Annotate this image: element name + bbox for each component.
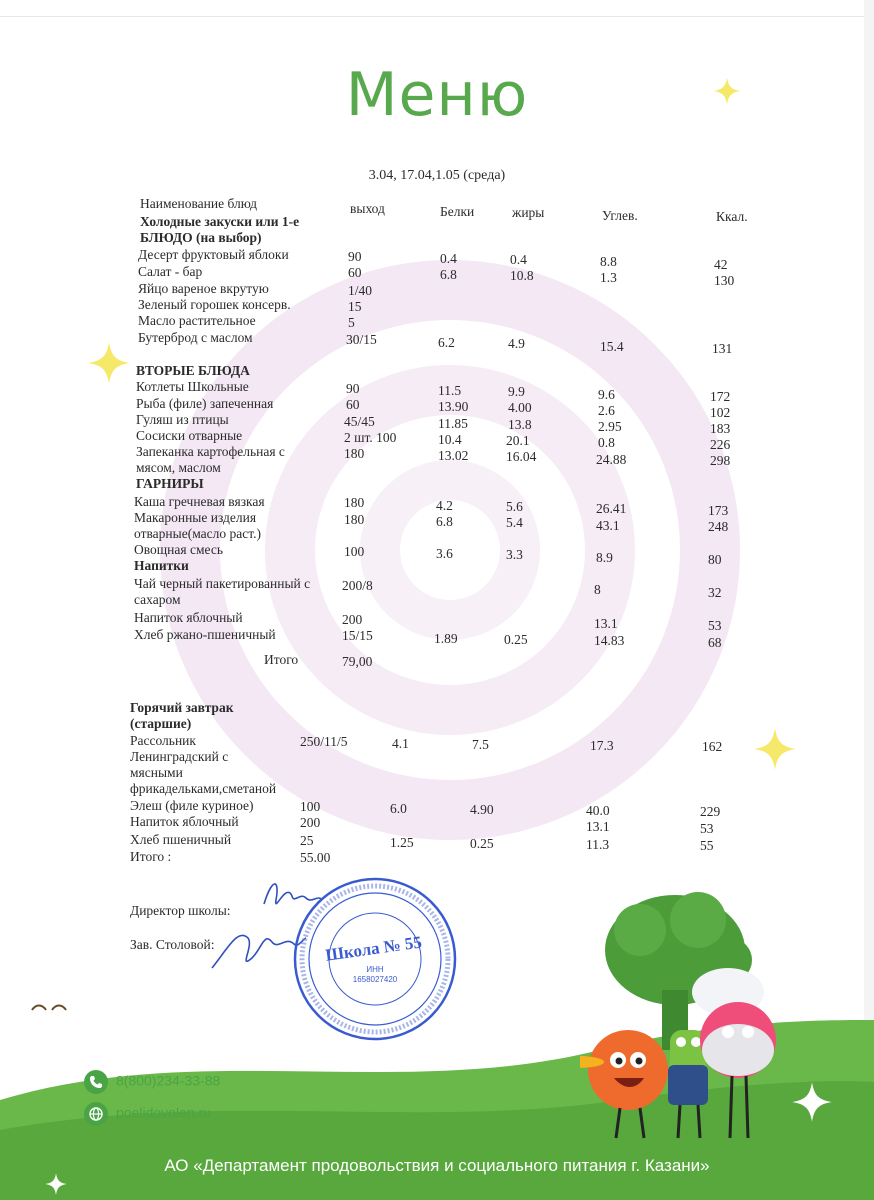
dish-carbs: 8.8: [600, 254, 617, 269]
dish-fat: 4.90: [470, 802, 494, 817]
dish-name: Хлеб пшеничный: [130, 832, 232, 847]
dish-yield: 250/11/5: [300, 734, 348, 749]
dish-name-cont: фрикадельками,сметаной: [130, 781, 277, 796]
menu-date: 3.04, 17.04,1.05 (среда): [368, 168, 506, 183]
dish-name: Напиток яблочный: [134, 610, 243, 625]
dish-name: Напиток яблочный: [130, 814, 239, 829]
dish-name: Овощная смесь: [134, 542, 223, 557]
dish-fat: 4.00: [508, 400, 532, 415]
svg-text:1658027420: 1658027420: [352, 975, 398, 984]
dish-fat: 9.9: [508, 384, 525, 399]
dish-yield: 200/8: [342, 578, 373, 593]
star-icon: [752, 726, 798, 772]
dish-yield: 200: [342, 612, 363, 627]
star-icon: [790, 1080, 834, 1124]
dish-kcal: 53: [700, 821, 714, 836]
dish-yield: 200: [300, 815, 321, 830]
site-url: poelidovolen.ru: [116, 1104, 211, 1121]
dish-name: Рыба (филе) запеченная: [136, 396, 274, 411]
mascots-illustration: [580, 890, 810, 1140]
dish-name-cont: отварные(масло раст.): [134, 526, 261, 541]
star-icon: [86, 340, 132, 386]
breakfast-title: Горячий завтрак: [130, 700, 234, 715]
dish-carbs: 43.1: [596, 518, 620, 533]
dish-yield: 90: [348, 249, 362, 264]
dish-carbs: 17.3: [590, 738, 614, 753]
dish-carbs: 9.6: [598, 387, 615, 402]
dish-protein: 11.85: [438, 416, 468, 431]
breakfast-title: (старшие): [130, 716, 192, 731]
dish-protein: 6.0: [390, 801, 407, 816]
dish-name: Запеканка картофельная с: [136, 444, 285, 459]
header-name: Наименование блюд: [140, 196, 258, 211]
dish-name: Котлеты Школьные: [136, 379, 249, 394]
dish-yield: 180: [344, 495, 365, 510]
dish-yield: 45/45: [344, 414, 375, 429]
dish-fat: 13.8: [508, 417, 532, 432]
header-fat: жиры: [512, 205, 545, 220]
header-kcal: Ккал.: [716, 209, 748, 224]
dish-name: Элеш (филе куриное): [130, 798, 254, 813]
dish-fat: 10.8: [510, 268, 534, 283]
dish-fat: 5.6: [506, 499, 523, 514]
phone-number: 8(800)234-33-88: [116, 1072, 221, 1089]
dish-name: Гуляш из птицы: [136, 412, 229, 427]
dish-yield: 15/15: [342, 628, 373, 643]
dish-name: Чай черный пакетированный с: [134, 576, 311, 591]
dish-yield: 25: [300, 833, 314, 848]
dish-protein: 4.1: [392, 736, 409, 751]
dish-name: Каша гречневая вязкая: [134, 494, 265, 509]
dish-protein: 3.6: [436, 546, 453, 561]
dish-yield: 100: [344, 544, 365, 559]
dish-yield: 15: [348, 299, 362, 314]
dish-name: Салат - бар: [138, 264, 203, 279]
globe-icon: [84, 1102, 108, 1126]
dish-carbs: 1.3: [600, 270, 617, 285]
total-label: Итого :: [130, 849, 172, 864]
dish-fat: 0.25: [470, 836, 494, 851]
dish-kcal: 183: [710, 421, 731, 436]
director-label: Директор школы:: [130, 903, 231, 918]
dish-yield: 90: [346, 381, 360, 396]
dish-name: Зеленый горошек консерв.: [138, 297, 291, 312]
dish-kcal: 131: [712, 341, 733, 356]
dish-name-cont: мясными: [130, 765, 183, 780]
header-yield: выход: [350, 201, 385, 216]
dish-kcal: 68: [708, 635, 722, 650]
phone-contact[interactable]: [84, 1070, 220, 1094]
dish-fat: 5.4: [506, 515, 523, 530]
dish-kcal: 32: [708, 585, 722, 600]
dish-name-cont: Ленинградский с: [130, 749, 229, 764]
dish-kcal: 173: [708, 503, 729, 518]
svg-text:ИНН: ИНН: [366, 965, 384, 974]
dish-name: Десерт фруктовый яблоки: [138, 247, 289, 262]
dish-yield: 180: [344, 512, 365, 527]
dish-kcal: 130: [714, 273, 735, 288]
dish-protein: 1.25: [390, 835, 414, 850]
dish-protein: 13.90: [438, 399, 469, 414]
dish-kcal: 226: [710, 437, 731, 452]
site-contact[interactable]: [84, 1102, 211, 1126]
dish-kcal: 55: [700, 838, 714, 853]
dish-fat: 7.5: [472, 737, 489, 752]
page-top-edge: [0, 0, 874, 17]
dish-carbs: 11.3: [586, 837, 610, 852]
total-label: Итого: [264, 652, 299, 667]
dish-protein: 13.02: [438, 448, 469, 463]
dish-protein: 11.5: [438, 383, 462, 398]
dish-name: Яйцо вареное вкрутую: [138, 281, 269, 296]
dish-protein: 6.8: [436, 514, 453, 529]
total-value: 79,00: [342, 654, 373, 669]
dish-carbs: 14.83: [594, 633, 625, 648]
dish-yield: 5: [348, 315, 355, 330]
dish-kcal: 162: [702, 739, 723, 754]
organization-name: АО «Департамент продовольствия и социального питания г. Казани»: [164, 1156, 710, 1175]
dish-protein: 1.89: [434, 631, 458, 646]
dish-fat: 3.3: [506, 547, 523, 562]
dish-carbs: 8: [594, 582, 601, 597]
section-drinks: Напитки: [134, 558, 189, 573]
dish-kcal: 53: [708, 618, 722, 633]
section-cold: Холодные закуски или 1-е: [140, 214, 300, 229]
dish-name-cont: мясом, маслом: [136, 460, 221, 475]
dish-name: Хлеб ржано-пшеничный: [134, 627, 276, 642]
section-second: ВТОРЫЕ БЛЮДА: [136, 363, 250, 378]
dish-protein: 10.4: [438, 432, 462, 447]
dish-carbs: 13.1: [586, 819, 610, 834]
canteen-label: Зав. Столовой:: [130, 937, 215, 952]
dish-protein: 4.2: [436, 498, 453, 513]
dish-name: Сосиски отварные: [136, 428, 243, 443]
dish-kcal: 80: [708, 552, 722, 567]
phone-icon: [84, 1070, 108, 1094]
dish-fat: 20.1: [506, 433, 530, 448]
dish-fat: 4.9: [508, 336, 525, 351]
dish-kcal: 298: [710, 453, 731, 468]
dish-carbs: 8.9: [596, 550, 613, 565]
header-protein: Белки: [440, 204, 475, 219]
dish-yield: 180: [344, 446, 365, 461]
dish-carbs: 24.88: [596, 452, 627, 467]
dish-name: Макаронные изделия: [134, 510, 257, 525]
dish-yield: 100: [300, 799, 321, 814]
dish-carbs: 13.1: [594, 616, 618, 631]
dish-name: Масло растительное: [138, 313, 256, 328]
dish-kcal: 229: [700, 804, 721, 819]
dish-name-cont: сахаром: [134, 592, 181, 607]
dish-yield: 1/40: [348, 283, 373, 298]
dish-carbs: 15.4: [600, 339, 624, 354]
page-title: Меню: [345, 60, 529, 130]
dish-kcal: 172: [710, 389, 731, 404]
dish-yield: 2 шт. 100: [344, 430, 397, 445]
dish-name: Рассольник: [130, 733, 196, 748]
dish-fat: 0.4: [510, 252, 527, 267]
dish-kcal: 42: [714, 257, 728, 272]
dish-carbs: 40.0: [586, 803, 610, 818]
section-garnish: ГАРНИРЫ: [136, 476, 204, 491]
dish-carbs: 2.95: [598, 419, 622, 434]
dish-kcal: 248: [708, 519, 729, 534]
scan-mark: [30, 1002, 70, 1014]
dish-protein: 6.8: [440, 267, 457, 282]
dish-kcal: 102: [710, 405, 731, 420]
dish-yield: 30/15: [346, 332, 377, 347]
dish-yield: 60: [348, 265, 362, 280]
dish-carbs: 0.8: [598, 435, 615, 450]
dish-fat: 0.25: [504, 632, 528, 647]
school-stamp: [290, 874, 460, 1044]
header-carbs: Углев.: [602, 208, 638, 223]
dish-carbs: 26.41: [596, 501, 627, 516]
dish-fat: 16.04: [506, 449, 537, 464]
svg-text:Школа № 55: Школа № 55: [324, 932, 423, 965]
section-cold: БЛЮДО (на выбор): [140, 230, 262, 245]
total-value: 55.00: [300, 850, 331, 865]
dish-carbs: 2.6: [598, 403, 615, 418]
dish-protein: 0.4: [440, 251, 457, 266]
dish-protein: 6.2: [438, 335, 455, 350]
dish-name: Бутерброд с маслом: [138, 330, 253, 345]
dish-yield: 60: [346, 397, 360, 412]
